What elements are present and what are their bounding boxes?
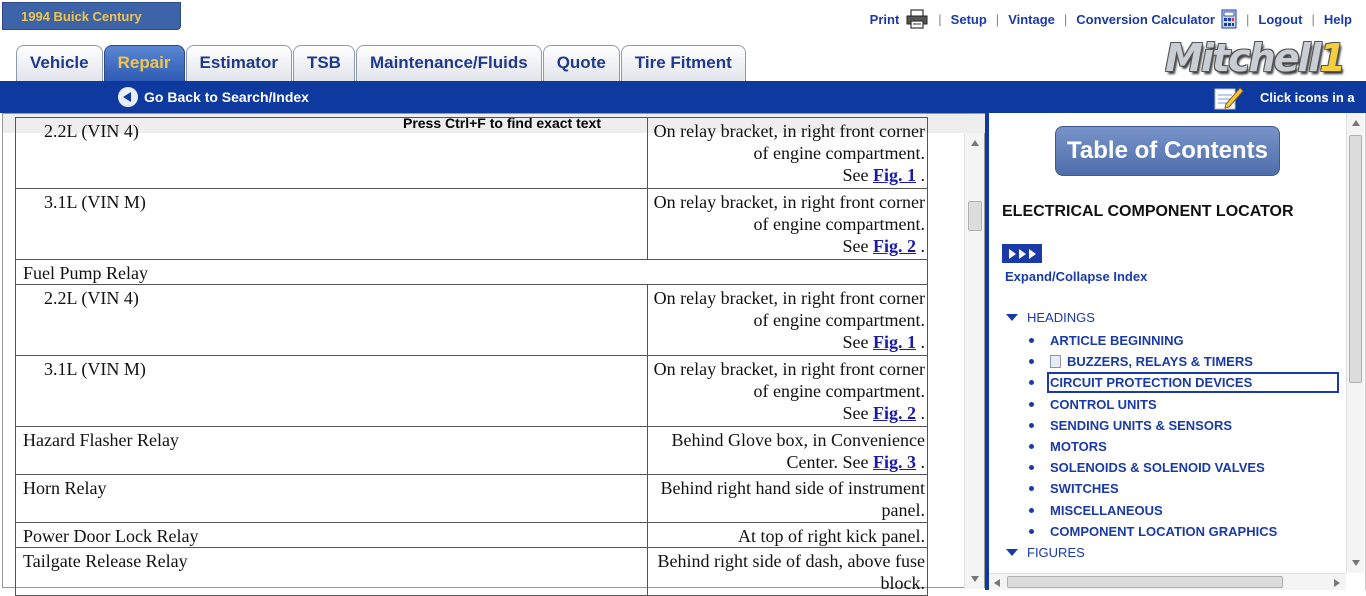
table-row [16, 475, 928, 523]
click-icons-text: Click icons in a [1260, 89, 1355, 105]
see-text: See [842, 332, 869, 352]
calculator-icon[interactable] [1221, 9, 1237, 29]
toc-item-buzzers-relays-timers[interactable] [1029, 351, 1336, 372]
toc-item-switches[interactable] [1029, 478, 1336, 499]
separator: | [995, 11, 1000, 27]
component-name: Horn Relay [16, 475, 648, 523]
main-tabs [16, 45, 747, 81]
table-row [16, 427, 928, 475]
back-arrow-icon [118, 87, 138, 107]
headings-node[interactable] [1006, 310, 1095, 325]
figure-link[interactable]: Fig. 1 [873, 165, 916, 185]
toc-article-title: ELECTRICAL COMPONENT LOCATOR [1002, 203, 1294, 220]
toc-item-miscellaneous[interactable] [1029, 500, 1336, 521]
expand-collapse-link[interactable]: Expand/Collapse Index [1005, 269, 1148, 284]
logout-link[interactable]: Logout [1258, 11, 1303, 27]
scrollbar-thumb[interactable] [968, 201, 982, 231]
collapse-triangle-icon [1006, 314, 1018, 321]
vehicle-label[interactable]: 1994 Buick Century [2, 2, 181, 30]
table-of-contents-button[interactable]: Table of Contents [1055, 126, 1280, 176]
collapse-triangle-icon [1006, 549, 1018, 556]
toc-item-label: ARTICLE BEGINNING [1050, 333, 1184, 349]
toc-item-component-location-graphics[interactable] [1029, 521, 1336, 542]
toc-item-label: CIRCUIT PROTECTION DEVICES [1050, 375, 1336, 390]
see-text: See [842, 403, 869, 423]
component-location: At top of right kick panel. [648, 523, 928, 548]
scrollbar-thumb[interactable] [1349, 135, 1362, 383]
component-location [648, 118, 928, 189]
toc-item-control-units[interactable] [1029, 394, 1336, 415]
toc-item-label: SENDING UNITS & SENSORS [1050, 417, 1233, 433]
figure-link[interactable]: Fig. 2 [873, 403, 916, 423]
table-row [16, 548, 928, 596]
tab-tire-fitment[interactable]: Tire Fitment [621, 45, 746, 81]
component-name: 2.2L (VIN 4) [16, 118, 648, 189]
toc-item-label: COMPONENT LOCATION GRAPHICS [1050, 523, 1278, 539]
separator: | [938, 11, 942, 27]
scroll-left-icon[interactable] [994, 579, 1000, 587]
location-text: On relay bracket, in right front corner of engine compartment. [653, 192, 925, 234]
scroll-up-icon[interactable] [1352, 120, 1360, 126]
toc-item-circuit-protection-devices[interactable] [1029, 372, 1336, 393]
conversion-calculator-link[interactable]: Conversion Calculator [1076, 11, 1215, 27]
click-icons-hint [1214, 81, 1366, 113]
separator: | [1063, 11, 1068, 27]
component-location: Behind right hand side of instrument panel. [648, 475, 928, 523]
component-name: 2.2L (VIN 4) [16, 285, 648, 356]
printer-icon[interactable] [905, 9, 929, 29]
period: . [920, 332, 925, 352]
location-text: On relay bracket, in right front corner of engine compartment. [653, 288, 925, 330]
tab-repair[interactable]: Repair [104, 45, 185, 81]
headings-label: HEADINGS [1027, 310, 1095, 325]
toc-item-label: BUZZERS, RELAYS & TIMERS [1067, 354, 1253, 370]
scroll-up-icon[interactable] [971, 140, 979, 146]
location-text: On relay bracket, in right front corner of engine compartment. [653, 359, 925, 401]
table-row [16, 523, 928, 548]
help-link[interactable]: Help [1323, 11, 1352, 27]
toc-item-label: CONTROL UNITS [1050, 396, 1157, 412]
figure-link[interactable]: Fig. 2 [873, 236, 916, 256]
find-hint-text: Press Ctrl+F to find exact text [402, 115, 601, 131]
location-text: Behind Glove box, in Convenience Center. [671, 430, 925, 472]
component-group-name: Fuel Pump Relay [16, 260, 928, 285]
toc-vertical-scrollbar[interactable] [1346, 113, 1364, 573]
notepad-pencil-icon[interactable] [1214, 84, 1244, 110]
period: . [920, 403, 925, 423]
component-location: Behind right side of dash, above fuse block. [648, 548, 928, 596]
toc-item-label: SOLENOIDS & SOLENOID VALVES [1050, 460, 1265, 476]
nav-bar [0, 81, 1366, 113]
mitchell1-logo [1165, 36, 1344, 80]
component-location [648, 356, 928, 427]
figure-link[interactable]: Fig. 1 [873, 332, 916, 352]
print-link[interactable]: Print [869, 11, 900, 27]
article-pane [2, 113, 985, 593]
see-text: See [842, 452, 869, 472]
figures-label: FIGURES [1027, 545, 1085, 560]
component-location [648, 427, 928, 475]
component-name: Tailgate Release Relay [16, 548, 648, 596]
component-locator-table [15, 117, 928, 596]
component-name: 3.1L (VIN M) [16, 356, 648, 427]
toc-item-label: SWITCHES [1050, 481, 1119, 497]
table-row [16, 285, 928, 356]
table-row [16, 118, 928, 189]
toc-item-motors[interactable] [1029, 436, 1336, 457]
toc-headings-list [1029, 330, 1336, 542]
period: . [920, 452, 925, 472]
scroll-down-icon[interactable] [971, 576, 979, 582]
toc-item-article-beginning[interactable] [1029, 330, 1336, 351]
separator: | [1246, 11, 1250, 27]
document-icon [1050, 355, 1061, 368]
top-links [870, 9, 1352, 29]
tab-vehicle[interactable]: Vehicle [16, 45, 103, 81]
component-name: Hazard Flasher Relay [16, 427, 648, 475]
scroll-down-icon[interactable] [1352, 560, 1360, 566]
location-text: On relay bracket, in right front corner of engine compartment. [653, 121, 925, 163]
table-row [16, 260, 928, 285]
component-location [648, 285, 928, 356]
vintage-link[interactable]: Vintage [1008, 11, 1055, 27]
figures-node[interactable] [1006, 545, 1085, 560]
toc-item-solenoids[interactable] [1029, 457, 1336, 478]
expand-collapse-icon[interactable] [1002, 244, 1042, 263]
toc-item-label: MISCELLANEOUS [1050, 502, 1163, 518]
tab-estimator[interactable]: Estimator [186, 45, 292, 81]
period: . [920, 236, 925, 256]
figure-link[interactable]: Fig. 3 [873, 452, 916, 472]
tab-tsb[interactable]: TSB [293, 45, 355, 81]
top-header [0, 0, 1366, 44]
period: . [920, 165, 925, 185]
go-back-link[interactable] [118, 81, 309, 113]
component-location [648, 189, 928, 260]
toc-item-sending-units-sensors[interactable] [1029, 415, 1336, 436]
component-name: 3.1L (VIN M) [16, 189, 648, 260]
see-text: See [842, 165, 869, 185]
tab-maintenance-fluids[interactable]: Maintenance/Fluids [356, 45, 542, 81]
separator: | [1311, 11, 1315, 27]
logo-text: Mitchell [1165, 36, 1320, 80]
setup-link[interactable]: Setup [950, 11, 987, 27]
component-name: Power Door Lock Relay [16, 523, 648, 548]
scroll-right-icon[interactable] [1334, 579, 1340, 587]
go-back-label: Go Back to Search/Index [144, 89, 309, 105]
scrollbar-thumb[interactable] [1007, 576, 1283, 588]
article-scrollbar[interactable] [964, 133, 984, 589]
table-row [16, 189, 928, 260]
see-text: See [842, 236, 869, 256]
logo-suffix: 1 [1319, 36, 1344, 80]
tab-quote[interactable]: Quote [543, 45, 620, 81]
table-row [16, 356, 928, 427]
toc-item-label: MOTORS [1050, 439, 1107, 455]
toc-pane [989, 113, 1366, 590]
toc-horizontal-scrollbar[interactable] [989, 573, 1346, 590]
